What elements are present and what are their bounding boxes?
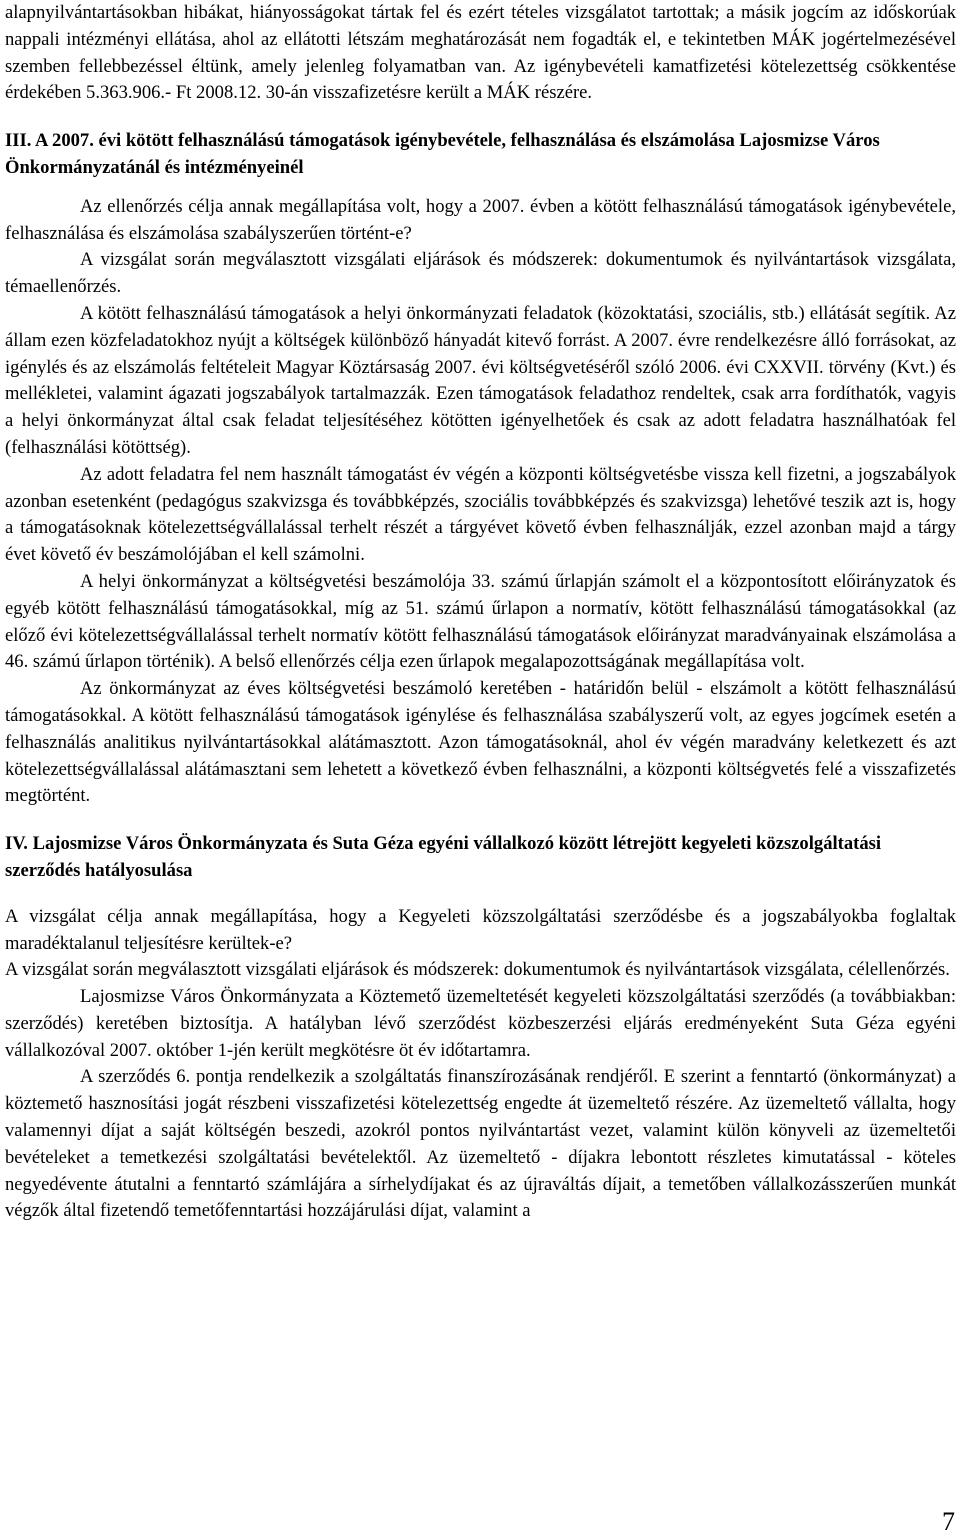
paragraph-s4-contract: Lajosmizse Város Önkormányzata a Köztemető üzemeltetését kegyeleti közszolgáltatási szerződés (a továbbiakban: szerződés) keretében biztosítja. A hatályban lévő szerződést közbeszerzési eljárás eredményeként Suta Géza egyéni vállalkozóval 2007. október 1-jén került megkötésre öt év időtartamra. xyxy=(5,986,956,1061)
page-number: 7 xyxy=(942,1507,955,1536)
paragraph-s3-conclusion: Az önkormányzat az éves költségvetési beszámoló keretében - határidőn belül - elszámolt a kötött felhasználású támogatásokkal. A kötött felhasználású támogatások igénylése és felhasználása szabályszerű volt, az egyes jogcímek esetén a felhasználás analitikus nyilvántartásokkal alátámasztott. Azon támogatásoknál, ahol év végén maradvány keletkezett és azt kötelezettségvállalással alátámasztani sem lehetett a következő évben felhasználni, a központi költségvetés felé a visszafizetés megtörtént. xyxy=(5,678,956,807)
paragraph-intro: alapnyilvántartásokban hibákat, hiányosságokat tártak fel és ezért tételes vizsgálatot tartottak; a másik jogcím az időskorúak nappali intézményi ellátása, ahol az ellátotti létszám meghatározását nem fogadták el, e tekintetben MÁK jogértelmezésével szemben fellebbezéssel éltünk, amely jelenleg folyamatban van. Az igénybevételi kamatfizetési kötelezettség csökkentése érdekében 5.363.906.- Ft 2008.12. 30-án visszafizetésre került a MÁK részére. xyxy=(5,2,956,104)
section-heading-iv: IV. Lajosmizse Város Önkormányzata és Suta Géza egyéni vállalkozó között létrejött kegyeleti közszolgáltatási szerződés hatályosulása xyxy=(5,833,882,881)
paragraph-s4-purpose: A vizsgálat célja annak megállapítása, hogy a Kegyeleti közszolgáltatási szerződésbe és a jogszabályokba foglaltak maradéktalanul teljesítésre kerültek-e? xyxy=(5,905,956,954)
section-heading-iii: III. A 2007. évi kötött felhasználású támogatások igénybevétele, felhasználása és elszámolása Lajosmizse Város Önkormányzatánál és intézményeinél xyxy=(5,130,880,178)
paragraph-s3-methods: A vizsgálat során megválasztott vizsgálati eljárások és módszerek: dokumentumok és nyilvántartások vizsgálata, témaellenőrzés. xyxy=(5,249,956,298)
paragraph-s4-financing: A szerződés 6. pontja rendelkezik a szolgáltatás finanszírozásának rendjéről. E szerint a fenntartó (önkormányzat) a köztemető hasznosítási jogát részbeni visszafizetési kötelezettség engedte át üzemeltető részére. Az üzemeltető vállalta, hogy valamennyi díjat a saját költségén beszedi, azokról pontos nyilvántartást vezet, valamint külön könyveli az üzemeltetői bevételeket a temetkezési szolgáltatási bevételektől. Az üzemeltető - díjakra lebontott részletes kimutatással - köteles negyedévente átutalni a fenntartó számlájára a sírhelydíjakat és az újraváltás díjait, a temetőben vállalkozásszerűen munkát végzők által fizetendő temetőfenntartási hozzájárulási díjat, valamint a xyxy=(5,1066,956,1222)
paragraph-s3-forms: A helyi önkormányzat a költségvetési beszámolója 33. számú űrlapján számolt el a központosított előirányzatok és egyéb kötött felhasználású támogatásokkal, míg az 51. számú űrlapon a normatív, kötött felhasználású támogatásokkal (az előző évi kötelezettségvállalással terhelt normatív kötött felhasználású támogatások előirányzat maradványainak elszámolása a 46. számú űrlapon történik). A belső ellenőrzés célja ezen űrlapok megalapozottságának megállapítása volt. xyxy=(5,570,956,673)
paragraph-s4-methods: A vizsgálat során megválasztott vizsgálati eljárások és módszerek: dokumentumok és nyilvántartások vizsgálata, célellenőrzés. xyxy=(5,959,950,981)
document-page xyxy=(5,0,956,1225)
paragraph-s3-purpose: Az ellenőrzés célja annak megállapítása volt, hogy a 2007. évben a kötött felhasználású támogatások igénybevétele, felhasználása és elszámolása szabályszerűen történt-e? xyxy=(5,195,956,244)
paragraph-s3-repayment: Az adott feladatra fel nem használt támogatást év végén a központi költségvetésbe vissza kell fizetni, a jogszabályok azonban esetenként (pedagógus szakvizsga és továbbképzés, szociális továbbképzés és szakvizsga) lehetővé teszik azt is, hogy a támogatásoknak kötelezettségvállalással terhelt részét a tárgyévet követő évben felhasználják, ezzel azonban majd a tárgy évet követő év beszámolójában el kell számolni. xyxy=(5,463,956,566)
paragraph-s3-funding: A kötött felhasználású támogatások a helyi önkormányzati feladatok (közoktatási, szociális, stb.) ellátását segítik. Az állam ezen közfeladatokhoz nyújt a költségek különböző hányadát kitevő forrást. A 2007. évre rendelkezésre álló forrásokat, az igénylés és az elszámolás feltételeit Magyar Köztársaság 2007. évi költségvetéséről szóló 2006. évi CXXVII. törvény (Kvt.) és mellékletei, valamint ágazati jogszabályok tartalmazzák. Ezen támogatások feladathoz rendeltek, csak arra fordíthatók, vagyis a helyi önkormányzat által csak feladat teljesítéséhez kötötten igényelhetőek és csak az adott feladatra használhatóak fel (felhasználási kötöttség). xyxy=(5,302,956,458)
